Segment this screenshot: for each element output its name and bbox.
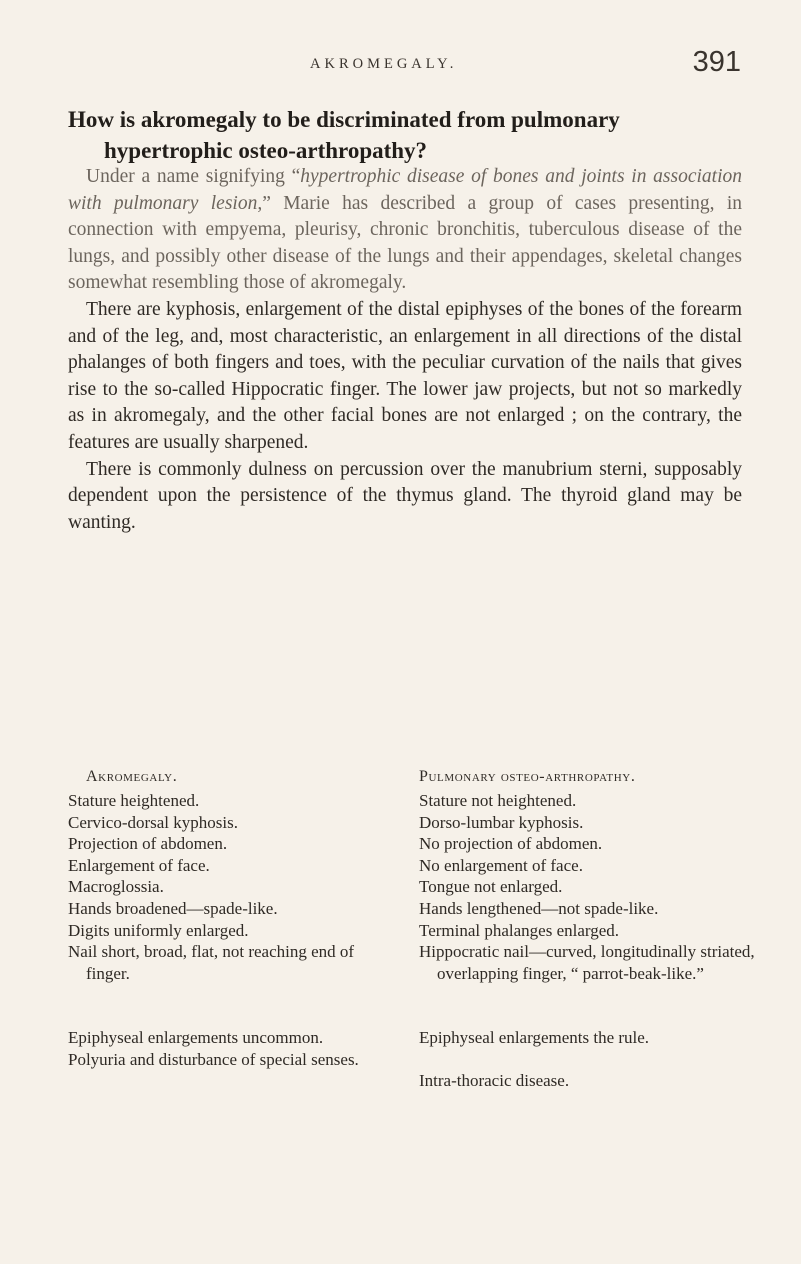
akromegaly-column: [68, 766, 400, 1070]
pulmonary-item: Tongue not enlarged.: [419, 877, 563, 897]
paragraph-1-lead: Under a name signifying “: [86, 166, 301, 187]
pulmonary-item: Intra-thoracic disease.: [419, 1071, 570, 1091]
heading-line-2: hypertrophic osteo-arthropathy?: [104, 138, 428, 163]
akromegaly-item: Projection of abdomen.: [68, 834, 228, 854]
paragraph-1-italic: hypertrophic disease of bones and joints in association with pulmonary lesion,: [68, 166, 743, 214]
pulmonary-item: No enlargement of face.: [419, 855, 583, 875]
pulmonary-item: Dorso-lumbar kyphosis.: [419, 812, 584, 832]
akromegaly-item: Polyuria and disturbance of special senses.: [68, 1049, 359, 1069]
pulmonary-item: Stature not heightened.: [419, 791, 577, 810]
pulmonary-item: Epiphyseal enlargements the rule.: [419, 1028, 650, 1048]
akromegaly-item: Enlargement of face.: [68, 855, 210, 875]
akromegaly-item: Stature heightened.: [68, 791, 200, 810]
paragraph-1-rest: ” Marie has described a group of cases presenting, in connection with empyema, pleurisy, chronic bronchitis, tuberculous disease of the lungs, and possibly other disease of the lungs and their appendages, skeletal changes somewhat resembling those of akromegaly.: [68, 192, 742, 294]
akromegaly-item: Hands broadened—spade-like.: [68, 898, 278, 918]
akromegaly-item: Cervico-dorsal kyphosis.: [68, 812, 238, 832]
akromegaly-item: Epiphyseal enlargements uncommon.: [68, 1028, 324, 1048]
akromegaly-column-header: Akromegaly.: [86, 768, 178, 785]
pulmonary-item: Hippocratic nail—curved, longitudinally striated, overlapping finger, “ parrot-beak-like.”: [419, 942, 755, 983]
paragraph-2: There are kyphosis, enlargement of the distal epiphyses of the bones of the forearm and of the leg, and, most characteristic, an enlargement in all directions of the distal phalanges of both fingers and toes, with the peculiar curvation of the nails that gives rise to the so-called Hippocratic finger. The lower jaw projects, but not so markedly as in akromegaly, and the other facial bones are not enlarged ; on the contrary, the features are usually sharpened.: [68, 298, 742, 453]
paragraph-1: [68, 164, 742, 297]
pulmonary-column: [419, 766, 764, 1092]
akromegaly-item: Macroglossia.: [68, 877, 164, 897]
page-number: 391: [692, 46, 741, 78]
pulmonary-item: Terminal phalanges enlarged.: [419, 920, 620, 940]
running-head: AKROMEGALY.: [310, 56, 458, 72]
pulmonary-column-header: Pulmonary osteo-arthropathy.: [419, 768, 636, 785]
pulmonary-item: No projection of abdomen.: [419, 834, 603, 854]
body-text: [68, 164, 742, 536]
heading-line-1: How is akromegaly to be discriminated from pulmonary: [68, 107, 620, 132]
pulmonary-item: Hands lengthened—not spade-like.: [419, 898, 659, 918]
section-heading: [68, 104, 748, 166]
akromegaly-item: Digits uniformly enlarged.: [68, 920, 249, 940]
akromegaly-item: Nail short, broad, flat, not reaching end of finger.: [68, 942, 355, 983]
paragraph-3: There is commonly dulness on percussion over the manubrium sterni, supposably dependent upon the persistence of the thymus gland. The thyroid gland may be wanting.: [68, 458, 742, 533]
